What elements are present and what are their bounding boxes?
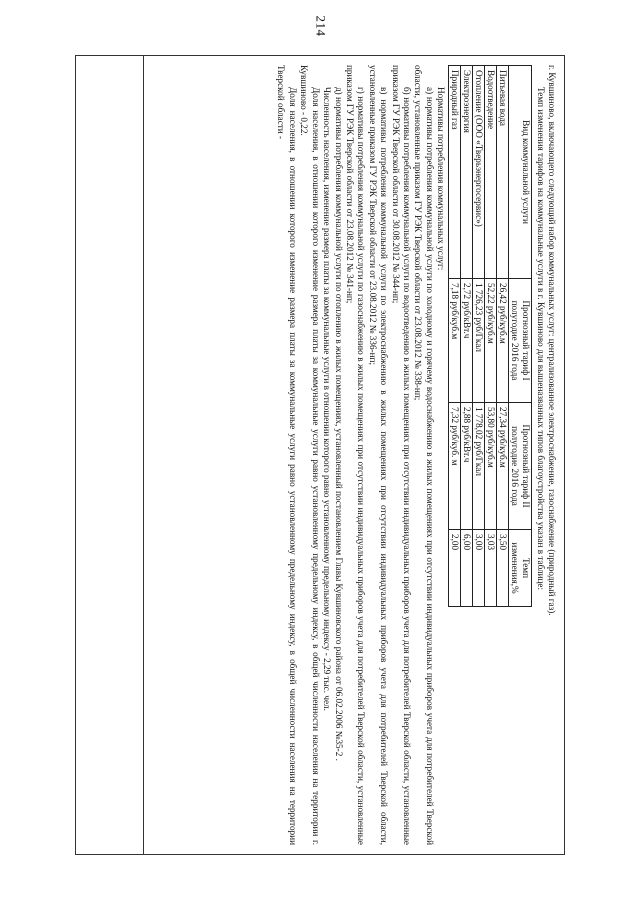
table-cell: 3,50 [497, 530, 509, 607]
norm-item: д) нормативы потребления коммунальной услуги по отоплению в жилых помещениях, установленный постановлением Главы Кувшиновского района от 06.02.2006 №35-2 . [333, 87, 344, 761]
document-body [275, 65, 557, 845]
table-cell: 52,22 руб/куб.м [485, 279, 497, 403]
table-cell: 1 778,02 руб/Гкал [473, 403, 485, 530]
rotated-document [75, 55, 565, 855]
page-number-text: 214 [313, 15, 328, 37]
frame-divider [143, 56, 144, 854]
norm-item: в) нормативы потребления коммунальной услуги по электроснабжению в жилых помещениях при отсутствии индивидуальных приборов учета для потребителей Тверской области, установленные приказом ГУ РЭК Тверской области от 23.08.2012 № 336-нп; [367, 65, 390, 845]
table-cell: Природный газ [449, 66, 461, 279]
lead-paragraph: Темп изменения тарифов на коммунальные услуги в г. Кувшиново для вышеназванных типов благоустройства указан в таблице: [535, 87, 546, 591]
table-cell: 53,80 руб/куб.м [485, 403, 497, 530]
table-header-cell: Темп изменения,% [509, 530, 532, 607]
table-cell: 2,72 руб/кВт.ч [461, 279, 473, 403]
page-number [0, 15, 640, 37]
norm-item: г) нормативы потребления коммунальной услуги по газоснабжению в жилых помещениях при отсутствии индивидуальных приборов учета для потребителей Тверской области, установленные приказом ГУ РЭК Тверской области от 23.08.2012 № 341-нп; [344, 65, 367, 845]
table-header-cell: Прогнозный тариф I полугодие 2016 года [509, 279, 532, 403]
table-header-cell: Вид коммунальной услуги [509, 66, 532, 279]
table-cell: 1 726,23 руб/Гкал [473, 279, 485, 403]
table-cell: Отопление (ООО «Тверьэнергосервис») [473, 66, 485, 279]
table-cell: 6,00 [461, 530, 473, 607]
norm-item: а) нормативы потребления коммунальной услуги по холодному и горячему водоснабжению в жилых помещениях при отсутствии индивидуальных приборов учета для потребителей Тверской области, установленные приказом ГУ РЭК Тверской области от 23.08.2012 № 338-нп; [413, 65, 435, 845]
norm-item: б) нормативы потребления коммунальной услуги по водоотведению в жилых помещениях при отсутствии индивидуальных приборов учета для потребителей Тверской области, установленные приказом ГУ РЭК Тверской области от 30.08.2012 № 344-нп; [390, 65, 412, 845]
table-row [473, 66, 485, 607]
table-cell: 27,34 руб/куб.м [497, 403, 509, 530]
stat-paragraph: Численность населения, изменение размера платы за коммунальные услуги в отношении которого равно установленному предельному индексу - 2,29 тыс. чел. [322, 87, 333, 711]
table-header-row [509, 66, 532, 607]
table-row [497, 66, 509, 607]
table-row [461, 66, 473, 607]
table-row [449, 66, 461, 607]
table-cell: Питьевая вода [497, 66, 509, 279]
intro-paragraph: г. Кувшиново, включающего следующий набор коммунальных услуг: централизованное электроснабжение, газоснабжение (природный газ). [547, 65, 557, 616]
table-cell: 3,00 [473, 530, 485, 607]
table-row [485, 66, 497, 607]
table-cell: 2,00 [449, 530, 461, 607]
table-cell: 7,32 руб/куб. м [449, 403, 461, 530]
tariff-table [448, 65, 532, 607]
table-header-cell: Прогнозный тариф II полугодие 2016 года [509, 403, 532, 530]
stat-paragraph: Доля населения, в отношении которого изменение размера платы за коммунальные услуги равно установленному предельному индексу, в общей численности населения на территории г. Кувшиново - 0,22. [299, 65, 321, 845]
table-cell: 2,88 руб/кВт.ч [461, 403, 473, 530]
stat-paragraph: Доля населения, в отношении которого изменение размера платы за коммунальные услуги равно установленному предельному индексу, в общей численности населения на территории Тверской области - [276, 65, 298, 845]
table-cell: 3,03 [485, 530, 497, 607]
table-cell: Электроэнергия [461, 66, 473, 279]
norms-title: Нормативы потребления коммунальных услуг: [436, 87, 447, 271]
table-cell: 26,42 руб/куб.м [497, 279, 509, 403]
table-cell: Водоотведение [485, 66, 497, 279]
table-cell: 7,18 руб/куб.м [449, 279, 461, 403]
